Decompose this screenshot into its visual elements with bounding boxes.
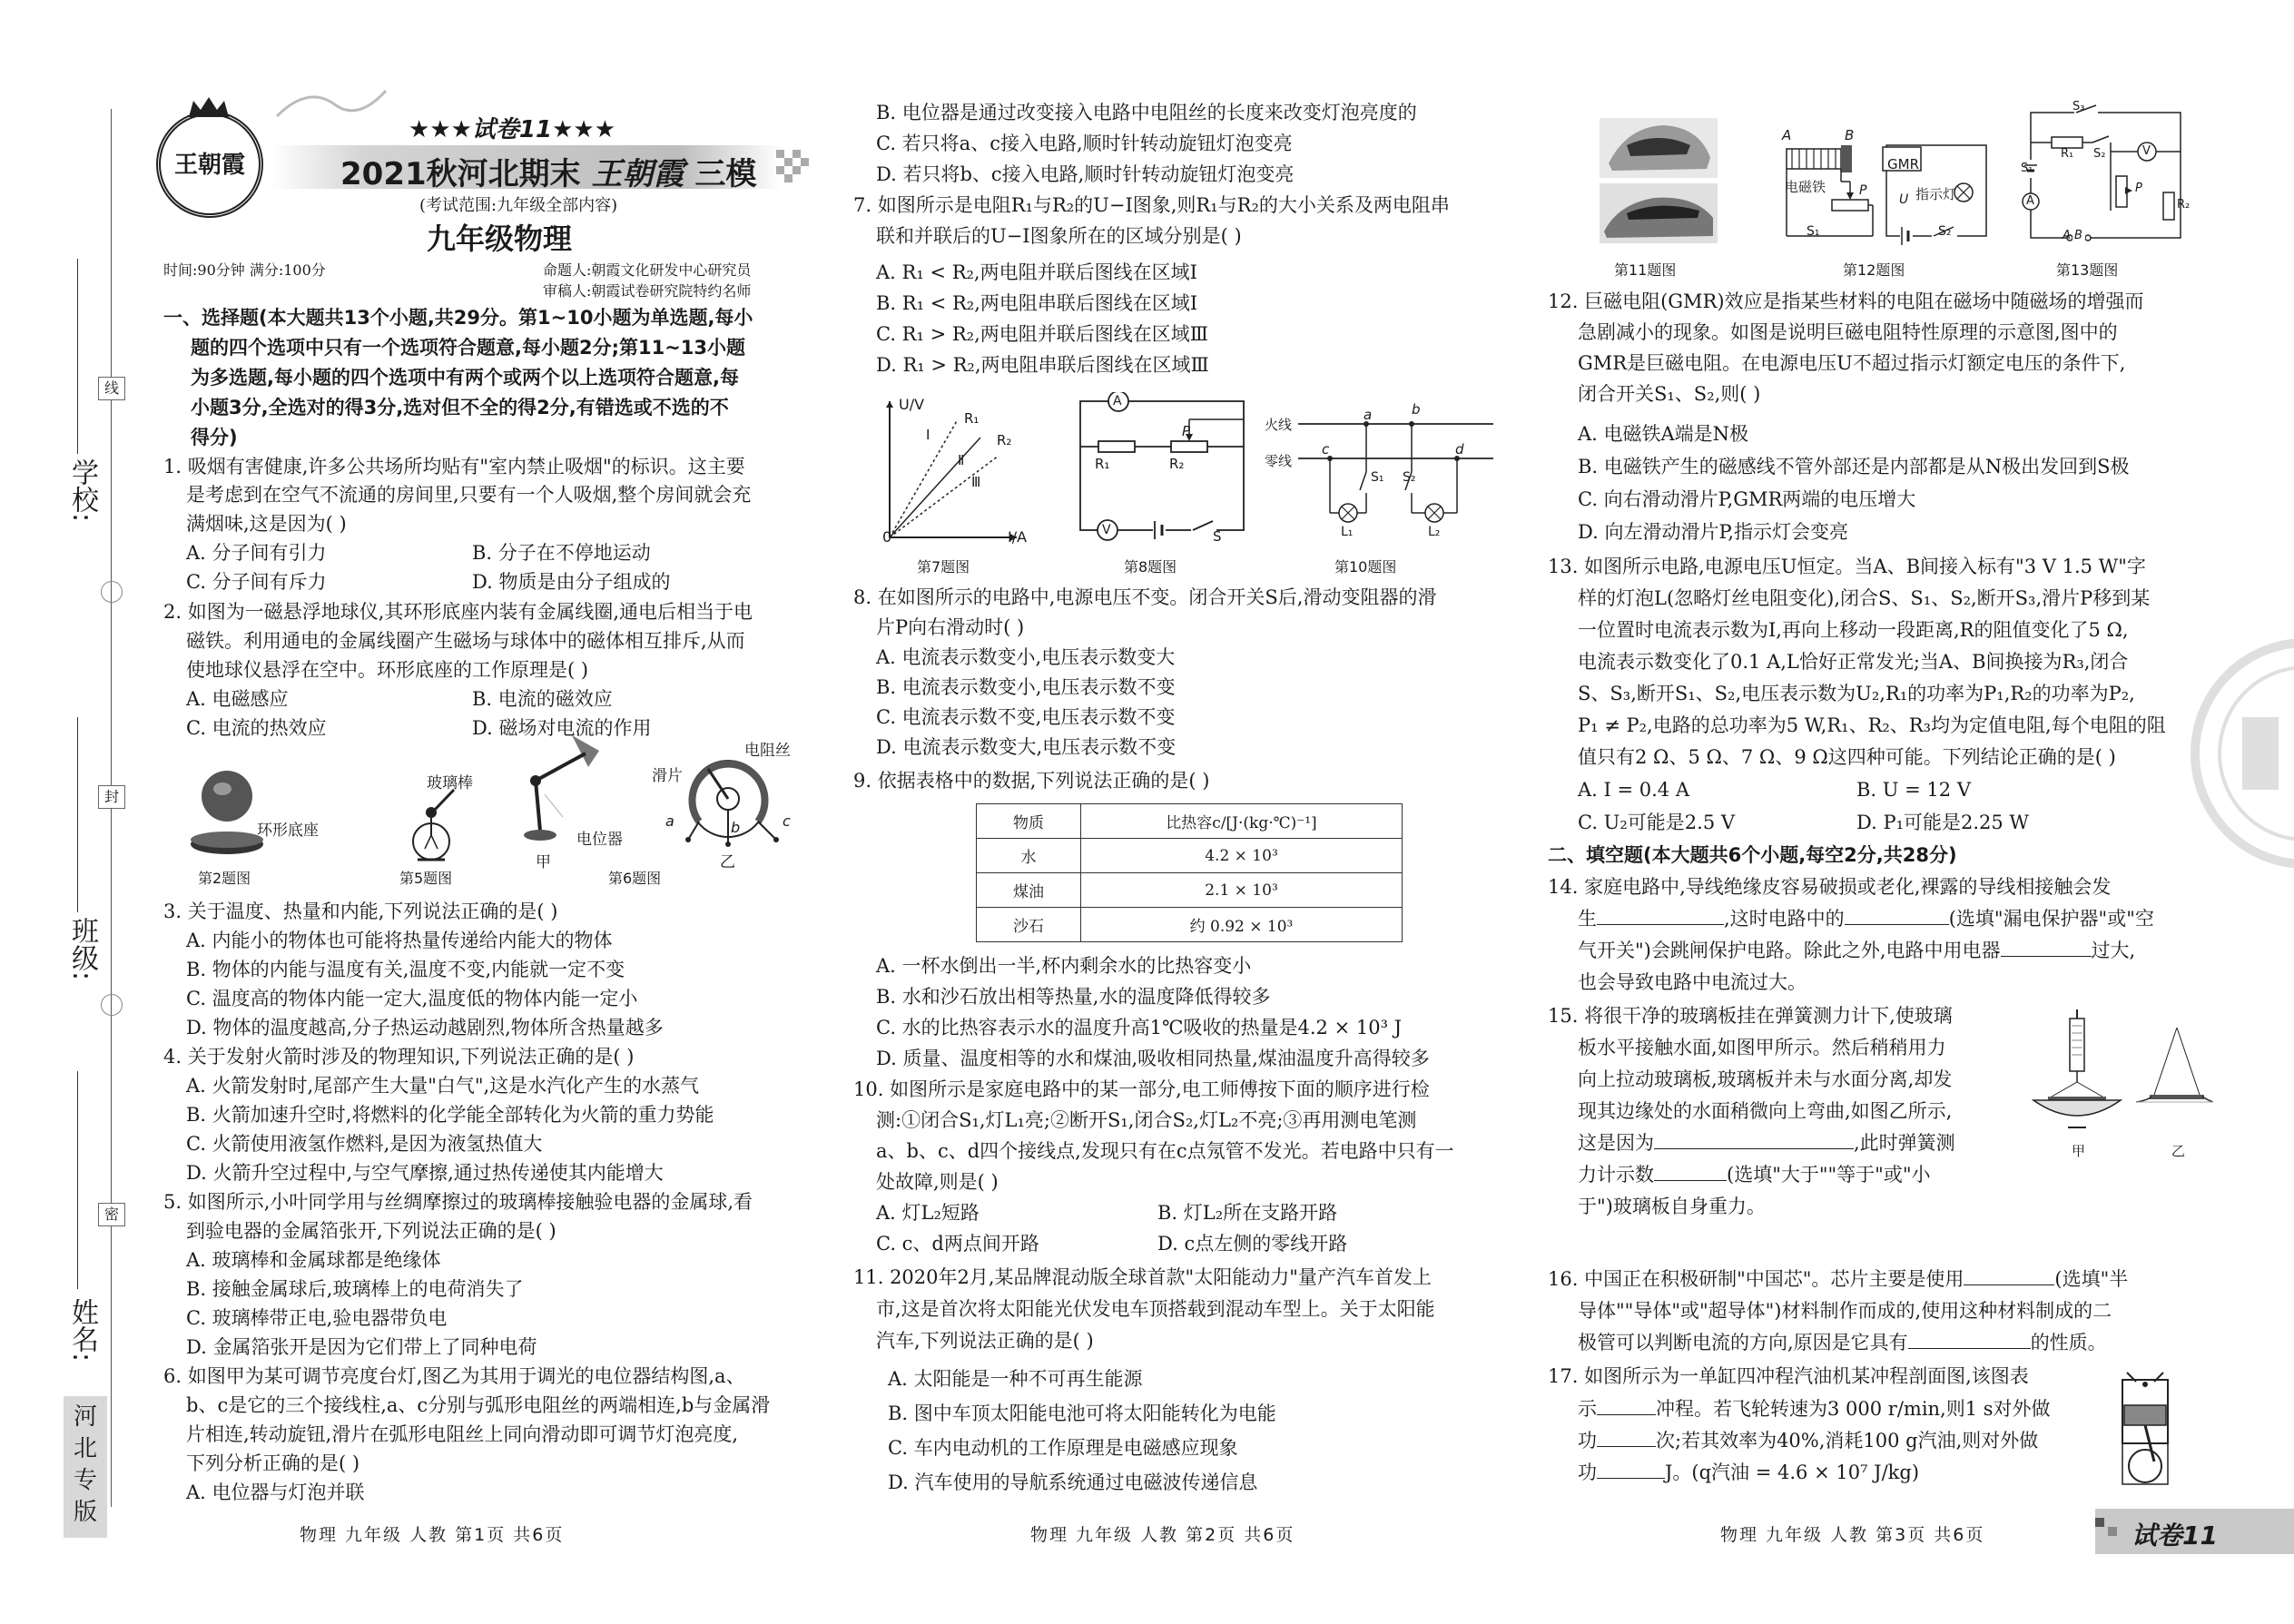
slider-label: P bbox=[1859, 183, 1867, 198]
figure-caption: 第8题图 bbox=[1124, 558, 1177, 576]
region-label: Ⅱ bbox=[958, 452, 965, 468]
option-a[interactable]: A. 电磁感应 bbox=[186, 688, 289, 710]
question-text: 15. 将很干净的玻璃板挂在弹簧测力计下,使玻璃 bbox=[1548, 1005, 1953, 1027]
option-a[interactable]: A. 分子间有引力 bbox=[186, 542, 327, 564]
school-label: 学校: bbox=[66, 458, 98, 523]
question-text bbox=[1578, 935, 2135, 966]
live-wire-label: 火线 bbox=[1265, 417, 1293, 433]
figure-label: 乙 bbox=[720, 853, 735, 871]
section-2-heading: 二、填空题(本大题共6个小题,每空2分,共28分) bbox=[1548, 844, 1957, 866]
option-c[interactable]: C. c、d两点间开路 bbox=[876, 1233, 1039, 1255]
table-cell: 水 bbox=[977, 839, 1081, 873]
question-text: 导体""导体"或"超导体")材料制作而成的,使用这种材料制成的二 bbox=[1578, 1300, 2112, 1322]
option-c[interactable]: C. 分子间有斥力 bbox=[186, 571, 327, 593]
question-text: 7. 如图所示是电阻R₁与R₂的U−I图象,则R₁与R₂的大小关系及两电阻串 bbox=[853, 194, 1450, 216]
figure-caption: 第7题图 bbox=[917, 558, 970, 576]
section-1-heading-4: 小题3分,全选对的得3分,选对但不全的得2分,有错选或不选的不 bbox=[191, 397, 729, 418]
text-fragment: 功 bbox=[1578, 1430, 1597, 1452]
question-text: 12. 巨磁电阻(GMR)效应是指某些材料的电阻在磁场中随磁场的增强而 bbox=[1548, 290, 2144, 312]
answer-blank[interactable] bbox=[1597, 1414, 1656, 1415]
answer-blank[interactable] bbox=[1597, 1478, 1665, 1479]
figure-caption: 第10题图 bbox=[1334, 558, 1397, 576]
axis-label: U/V bbox=[899, 396, 925, 413]
question-text: 下列分析正确的是( ) bbox=[186, 1452, 360, 1474]
option-a[interactable]: A. 内能小的物体也可能将热量传递给内能大的物体 bbox=[186, 930, 613, 951]
question-text: 磁铁。利用通电的金属线圈产生磁场与球体中的磁体相互排斥,从而 bbox=[186, 630, 745, 652]
question-text: 急剧减小的现象。如图是说明巨磁电阻特性原理的示意图,图中的 bbox=[1578, 321, 2118, 343]
option-c[interactable]: C. 火箭使用液氢作燃料,是因为液氢热值大 bbox=[186, 1133, 543, 1155]
edition-text: 河北专版 bbox=[73, 1403, 97, 1526]
page-footer: 物理 九年级 人教 第3页 共6页 bbox=[1720, 1525, 1985, 1545]
tag-square bbox=[2108, 1527, 2117, 1536]
text-fragment: J。(q汽油 = 4.6 × 10⁷ J/kg) bbox=[1665, 1462, 1920, 1483]
terminal-a: a bbox=[665, 812, 674, 830]
option-d[interactable]: D. 质量、温度相等的水和煤油,吸收相同热量,煤油温度升高得较多 bbox=[876, 1048, 1430, 1069]
axis-origin: 0 bbox=[882, 528, 892, 546]
resistor-label: R₂ bbox=[1169, 456, 1185, 472]
option-d[interactable]: D. 电流表示数变大,电压表示数不变 bbox=[876, 736, 1177, 758]
terminal-c: c bbox=[783, 812, 791, 830]
question-text: 板水平接触水面,如图甲所示。然后稍稍用力 bbox=[1578, 1037, 1946, 1058]
answer-blank[interactable] bbox=[1597, 1446, 1656, 1447]
paper-badge: ★★★试卷11★★★ bbox=[409, 116, 616, 143]
option-d[interactable]: D. 火箭升空过程中,与空气摩擦,通过热传递使其内能增大 bbox=[186, 1162, 664, 1184]
option-c[interactable]: C. 玻璃棒带正电,验电器带负电 bbox=[186, 1307, 448, 1329]
question-text: 3. 关于温度、热量和内能,下列说法正确的是( ) bbox=[163, 901, 558, 922]
question-text: 向上拉动玻璃板,玻璃板并未与水面分离,却发 bbox=[1578, 1068, 1953, 1090]
voltage-label: U bbox=[1899, 192, 1909, 207]
seal-mark-3: 密 bbox=[98, 1203, 125, 1226]
question-text: S、S₃,断开S₁、S₂,电压表示数为U₂,R₁的功率为P₁,R₂的功率为P₂, bbox=[1578, 683, 2135, 704]
exam-title-text: 2021秋河北期末 bbox=[340, 156, 581, 192]
question-text: b、c是它的三个接线柱,a、c分别与弧形电阻丝的两端相连,b与金属滑 bbox=[186, 1394, 771, 1416]
neutral-wire-label: 零线 bbox=[1265, 453, 1293, 469]
question-text: 处故障,则是( ) bbox=[876, 1171, 999, 1193]
option-b[interactable]: B. 物体的内能与温度有关,温度不变,内能就一定不变 bbox=[186, 959, 625, 980]
figure-label: 甲 bbox=[536, 853, 551, 871]
brand-logo bbox=[156, 111, 263, 218]
option-a[interactable]: A. 太阳能是一种不可再生能源 bbox=[888, 1368, 1143, 1390]
question-text bbox=[1578, 1425, 2038, 1456]
question-text: 满烟味,这是因为( ) bbox=[186, 513, 347, 535]
option-d[interactable]: D. 向左滑动滑片P,指示灯会变亮 bbox=[1578, 521, 1848, 543]
binding-hole-2 bbox=[101, 994, 123, 1016]
voltmeter-label: V bbox=[2142, 144, 2151, 158]
table-row bbox=[977, 873, 1403, 908]
figure-caption: 第12题图 bbox=[1843, 261, 1905, 279]
levitating-globe-icon bbox=[186, 767, 268, 858]
answer-blank[interactable] bbox=[2001, 956, 2092, 957]
option-c[interactable]: C. R₁ > R₂,两电阻并联后图线在区域Ⅲ bbox=[876, 323, 1209, 345]
question-text: 于")玻璃板自身重力。 bbox=[1578, 1196, 1766, 1217]
axis-label: I/A bbox=[1008, 528, 1028, 546]
figure-label: 电位器 bbox=[576, 831, 623, 849]
answer-blank[interactable] bbox=[1908, 1348, 2031, 1349]
question-text: 是考虑到在空气不流通的房间里,只要有一个人吸烟,整个房间就会充 bbox=[186, 484, 752, 506]
option-b[interactable]: B. 电位器是通过改变接入电路中电阻丝的长度来改变灯泡亮度的 bbox=[876, 102, 1417, 123]
option-a[interactable]: A. R₁ < R₂,两电阻并联后图线在区域Ⅰ bbox=[876, 261, 1197, 283]
coil-end-label: A bbox=[1782, 127, 1792, 143]
option-b[interactable]: B. U = 12 V bbox=[1856, 779, 1971, 801]
tag-square bbox=[2095, 1518, 2104, 1527]
option-b[interactable]: B. 电流表示数变小,电压表示数不变 bbox=[876, 676, 1176, 698]
figure-caption: 第6题图 bbox=[608, 870, 662, 887]
question-text: 11. 2020年2月,某品牌混动版全球首款"太阳能动力"量产汽车首发上 bbox=[853, 1266, 1432, 1288]
switch-label: S₂ bbox=[1938, 224, 1952, 239]
line-label: R₂ bbox=[997, 432, 1012, 448]
question-text: GMR是巨磁电阻。在电源电压U不超过指示灯额定电压的条件下, bbox=[1578, 352, 2126, 374]
resistor-label: R₂ bbox=[2177, 198, 2191, 212]
ui-graph-icon bbox=[871, 392, 1026, 546]
answer-blank[interactable] bbox=[1597, 924, 1724, 925]
option-c[interactable]: C. 水的比热容表示水的温度升高1℃吸收的热量是4.2 × 10³ J bbox=[876, 1017, 1403, 1038]
question-text: 联和并联后的U−I图象所在的区域分别是( ) bbox=[876, 225, 1242, 247]
option-c[interactable]: C. 电流表示数不变,电压表示数不变 bbox=[876, 706, 1176, 728]
indicator-lamp-label: 指示灯 bbox=[1915, 186, 1957, 202]
figure-label: 甲 bbox=[2072, 1143, 2086, 1159]
exam-scope: (考试范围:九年级全部内容) bbox=[419, 196, 618, 215]
question-text: 10. 如图所示是家庭电路中的某一部分,电工师傅按下面的顺序进行检 bbox=[853, 1078, 1430, 1100]
figure-label: 滑片 bbox=[652, 767, 683, 785]
question-text: 片相连,转动旋钮,滑片在弧形电阻丝上同向滑动即可调节灯泡亮度, bbox=[186, 1423, 739, 1445]
question-text: 片P向右滑动时( ) bbox=[876, 616, 1025, 638]
complex-circuit-icon bbox=[2020, 102, 2192, 247]
text-fragment: 气开关")会跳闸保护电路。除此之外,电路中用电器 bbox=[1578, 940, 2001, 961]
option-b[interactable]: B. 接触金属球后,玻璃棒上的电荷消失了 bbox=[186, 1278, 524, 1300]
option-b[interactable]: B. 灯L₂所在支路开路 bbox=[1157, 1202, 1338, 1224]
option-c[interactable]: C. 车内电动机的工作原理是电磁感应现象 bbox=[888, 1437, 1238, 1459]
school-blank[interactable] bbox=[77, 259, 78, 454]
question-text: 到验电器的金属箔张开,下列说法正确的是( ) bbox=[186, 1220, 556, 1242]
page-footer: 物理 九年级 人教 第2页 共6页 bbox=[1030, 1525, 1295, 1545]
option-d[interactable]: D. 物体的温度越高,分子热运动越剧烈,物体所含热量越多 bbox=[186, 1017, 664, 1038]
option-d[interactable]: D. 磁场对电流的作用 bbox=[472, 717, 652, 739]
option-a[interactable]: A. 电位器与灯泡并联 bbox=[186, 1481, 365, 1503]
table-header: 比热容c/[J·(kg·℃)⁻¹] bbox=[1081, 804, 1403, 839]
text-fragment: 16. 中国正在积极研制"中国芯"。芯片主要是使用 bbox=[1548, 1268, 1964, 1290]
option-a[interactable]: A. 火箭发射时,尾部产生大量"白气",这是水汽化产生的水蒸气 bbox=[186, 1075, 700, 1097]
class-label: 班级: bbox=[66, 917, 98, 981]
electroscope-icon bbox=[390, 785, 472, 867]
question-text bbox=[1578, 1457, 1919, 1488]
option-d[interactable]: D. 汽车使用的导航系统通过电磁波传递信息 bbox=[888, 1471, 1258, 1493]
household-circuit-icon bbox=[1298, 404, 1498, 540]
option-b[interactable]: B. 水和沙石放出相等热量,水的温度降低得较多 bbox=[876, 986, 1271, 1008]
switch-label: S₁ bbox=[1371, 470, 1384, 485]
option-b[interactable]: B. R₁ < R₂,两电阻串联后图线在区域Ⅰ bbox=[876, 292, 1198, 314]
switch-label: S₃ bbox=[2072, 100, 2085, 113]
question-text bbox=[1548, 1264, 2128, 1294]
option-d[interactable]: D. R₁ > R₂,两电阻串联后图线在区域Ⅲ bbox=[876, 354, 1209, 376]
table-header: 物质 bbox=[977, 804, 1081, 839]
resistor-label: R₁ bbox=[1095, 456, 1110, 472]
text-fragment: 示 bbox=[1578, 1398, 1597, 1420]
option-a[interactable]: A. 电磁铁A端是N极 bbox=[1578, 423, 1749, 445]
text-fragment: (选填"半 bbox=[2054, 1268, 2129, 1290]
logo-text: 王朝霞 bbox=[173, 152, 245, 179]
question-text: 2. 如图为一磁悬浮地球仪,其环形底座内装有金属线圈,通电后相当于电 bbox=[163, 601, 753, 623]
question-text: 市,这是首次将太阳能光伏发电车顶搭载到混动车型上。关于太阳能 bbox=[876, 1298, 1435, 1320]
class-blank[interactable] bbox=[77, 717, 78, 912]
question-text: 9. 依据表格中的数据,下列说法正确的是( ) bbox=[853, 770, 1210, 792]
option-d[interactable]: D. P₁可能是2.25 W bbox=[1856, 812, 2030, 833]
section-1-heading-2: 题的四个选项中只有一个选项符合题意,每小题2分;第11~13小题 bbox=[191, 337, 746, 359]
option-b[interactable]: B. 火箭加速升空时,将燃料的化学能全部转化为火箭的重力势能 bbox=[186, 1104, 714, 1126]
exam-title bbox=[340, 149, 756, 193]
node-label: a bbox=[1364, 407, 1373, 423]
section-1-heading-1: 一、选择题(本大题共13个小题,共29分。第1~10小题为单选题,每小 bbox=[163, 307, 753, 329]
option-c[interactable]: C. 向右滑动滑片P,GMR两端的电压增大 bbox=[1578, 488, 1916, 510]
subject-title: 九年级物理 bbox=[427, 221, 573, 256]
table-header-row bbox=[977, 804, 1403, 839]
figure-caption: 第13题图 bbox=[2056, 261, 2119, 279]
region-label: Ⅲ bbox=[971, 474, 981, 490]
text-fragment: (选填"漏电保护器"或"空 bbox=[1948, 908, 2154, 930]
text-fragment: ,此时弹簧测 bbox=[1854, 1132, 1955, 1154]
question-text: 5. 如图所示,小叶同学用与丝绸摩擦过的玻璃棒接触验电器的金属球,看 bbox=[163, 1191, 753, 1213]
option-d[interactable]: D. 若只将b、c接入电路,顺时针转动旋钮灯泡变亮 bbox=[876, 163, 1295, 185]
edition-badge bbox=[64, 1396, 107, 1538]
text-fragment: 的性质。 bbox=[2030, 1332, 2107, 1353]
paper-tag-label: 试卷11 bbox=[2132, 1521, 2218, 1550]
option-c[interactable]: C. 电流的热效应 bbox=[186, 717, 327, 739]
paper-tag bbox=[2095, 1509, 2294, 1554]
option-a[interactable]: A. 一杯水倒出一半,杯内剩余水的比热容变小 bbox=[876, 955, 1252, 977]
option-b[interactable]: B. 图中车顶太阳能电池可将太阳能转化为电能 bbox=[888, 1403, 1276, 1424]
question-text bbox=[1578, 1127, 1955, 1158]
figure-label: 乙 bbox=[2171, 1143, 2186, 1159]
switch-label: S₂ bbox=[1403, 470, 1416, 485]
question-text: P₁ ≠ P₂,电路的总功率为5 W,R₁、R₂、R₃均为定值电阻,每个电阻的阻 bbox=[1578, 714, 2166, 736]
text-fragment: 这是因为 bbox=[1578, 1132, 1654, 1154]
lamp-label: L₁ bbox=[1341, 525, 1354, 539]
time-score: 时间:90分钟 满分:100分 bbox=[163, 261, 326, 279]
name-label: 姓名: bbox=[66, 1298, 98, 1363]
section-1-heading-3: 为多选题,每小题的四个选项中有两个或两个以上选项符合题意,每 bbox=[191, 367, 739, 389]
resistor-label: R₁ bbox=[2061, 147, 2074, 161]
option-c[interactable]: C. 温度高的物体内能一定大,温度低的物体内能一定小 bbox=[186, 988, 638, 1009]
text-fragment: 极管可以判断电流的方向,原因是它具有 bbox=[1578, 1332, 1908, 1353]
seal-mark-2: 封 bbox=[98, 785, 125, 809]
reviewer-line: 审稿人:朝霞试卷研究院特约名师 bbox=[543, 282, 752, 300]
table-row bbox=[977, 839, 1403, 873]
crown-icon bbox=[186, 95, 231, 119]
option-d[interactable]: D. 物质是由分子组成的 bbox=[472, 571, 671, 593]
question-text: 4. 关于发射火箭时涉及的物理知识,下列说法正确的是( ) bbox=[163, 1046, 635, 1068]
spring-scale-glass-icon bbox=[2032, 1009, 2213, 1137]
option-d[interactable]: D. 金属箔张开是因为它们带上了同种电荷 bbox=[186, 1336, 537, 1358]
checker-pattern bbox=[776, 150, 809, 182]
slider-label: P bbox=[2135, 182, 2142, 195]
question-text bbox=[1578, 1393, 2051, 1424]
option-b[interactable]: B. 电流的磁效应 bbox=[472, 688, 613, 710]
answer-blank[interactable] bbox=[1964, 1284, 2054, 1285]
specific-heat-table bbox=[976, 803, 1403, 942]
question-text: 电流表示数变化了0.1 A,L恰好正常发光;当A、B间换接为R₃,闭合 bbox=[1578, 651, 2129, 673]
switch-label: S₁ bbox=[2021, 162, 2033, 175]
answer-blank[interactable] bbox=[1654, 1180, 1727, 1181]
question-text: 使地球仪悬浮在空中。环形底座的工作原理是( ) bbox=[186, 659, 589, 681]
question-text: 样的灯泡L(忽略灯丝电阻变化),闭合S、S₁、S₂,断开S₃,滑片P移到某 bbox=[1578, 587, 2151, 609]
question-text bbox=[1578, 1327, 2107, 1358]
electromagnet-label: 电磁铁 bbox=[1785, 179, 1826, 195]
table-cell: 4.2 × 10³ bbox=[1081, 839, 1403, 873]
option-c[interactable]: C. 若只将a、c接入电路,顺时针转动旋钮灯泡变亮 bbox=[876, 133, 1293, 154]
node-label: c bbox=[1322, 441, 1330, 458]
gmr-label: GMR bbox=[1887, 156, 1919, 172]
text-fragment: 生 bbox=[1578, 908, 1597, 930]
question-text: 闭合开关S₁、S₂,则( ) bbox=[1578, 383, 1761, 405]
switch-label: S bbox=[1213, 528, 1222, 545]
solar-car-photo bbox=[1600, 118, 1718, 245]
text-fragment: (选填"大于""等于"或"小 bbox=[1727, 1164, 1931, 1186]
text-fragment: 次;若其效率为40%,消耗100 g汽油,则对外做 bbox=[1656, 1430, 2039, 1452]
section-1-heading-5: 得分) bbox=[191, 427, 238, 448]
ribbon-decoration bbox=[272, 80, 390, 125]
text-fragment: ,这时电路中的 bbox=[1724, 908, 1845, 930]
option-a[interactable]: A. 电流表示数变小,电压表示数变大 bbox=[876, 646, 1176, 668]
region-label: Ⅰ bbox=[926, 427, 930, 443]
text-fragment: 冲程。若飞轮转速为3 000 r/min,则1 s对外做 bbox=[1656, 1398, 2051, 1420]
voltmeter-label: V bbox=[1102, 523, 1111, 537]
question-text: 8. 在如图所示的电路中,电源电压不变。闭合开关S后,滑动变阻器的滑 bbox=[853, 586, 1437, 608]
question-text: 17. 如图所示为一单缸四冲程汽油机某冲程剖面图,该图表 bbox=[1548, 1365, 2029, 1387]
option-d[interactable]: D. c点左侧的零线开路 bbox=[1157, 1233, 1348, 1255]
question-text: 13. 如图所示电路,电源电压U恒定。当A、B间接入标有"3 V 1.5 W"字 bbox=[1548, 556, 2146, 577]
node-label: b bbox=[1412, 401, 1421, 418]
name-blank[interactable] bbox=[77, 1071, 78, 1289]
switch-label: S₂ bbox=[2093, 147, 2106, 161]
table-cell: 沙石 bbox=[977, 908, 1081, 942]
option-b[interactable]: B. 电磁铁产生的磁感线不管外部还是内部都是从N极出发回到S极 bbox=[1578, 456, 2130, 477]
text-fragment: 过大, bbox=[2091, 940, 2136, 961]
lamp-label: L₂ bbox=[1428, 525, 1441, 539]
figure-label: 玻璃棒 bbox=[427, 774, 473, 792]
question-text bbox=[1578, 1159, 1931, 1190]
terminal-b: b bbox=[731, 819, 741, 836]
engine-cylinder-icon bbox=[2104, 1371, 2186, 1489]
figure-caption: 第11题图 bbox=[1614, 261, 1677, 279]
figure-label: 环形底座 bbox=[257, 822, 319, 840]
question-text: 一位置时电流表示数为I,再向上移动一段距离,R的阻值变化了5 Ω, bbox=[1578, 619, 2129, 641]
table-cell: 约 0.92 × 10³ bbox=[1081, 908, 1403, 942]
page-footer: 物理 九年级 人教 第1页 共6页 bbox=[300, 1525, 565, 1545]
question-text bbox=[1578, 903, 2154, 934]
figure-label: 电阻丝 bbox=[744, 742, 791, 760]
table-cell: 煤油 bbox=[977, 873, 1081, 908]
ammeter-label: A bbox=[1113, 394, 1122, 408]
option-a[interactable]: A. 玻璃棒和金属球都是绝缘体 bbox=[186, 1249, 441, 1271]
option-c[interactable]: C. U₂可能是2.5 V bbox=[1578, 812, 1736, 833]
question-text: 现其边缘处的水面稍微向上弯曲,如图乙所示, bbox=[1578, 1100, 1953, 1122]
text-fragment: 功 bbox=[1578, 1462, 1597, 1483]
line-label: R₁ bbox=[964, 410, 980, 427]
seal-mark-1: 线 bbox=[98, 377, 125, 400]
ammeter-label: A bbox=[2026, 194, 2034, 208]
node-label: d bbox=[1455, 441, 1464, 458]
figure-caption: 第2题图 bbox=[198, 870, 251, 887]
question-text: a、b、c、d四个接线点,发现只有在c点氖管不发光。若电路中只有一 bbox=[876, 1140, 1454, 1162]
option-a[interactable]: A. I = 0.4 A bbox=[1578, 779, 1689, 801]
question-text: 1. 吸烟有害健康,许多公共场所均贴有"室内禁止吸烟"的标识。这主要 bbox=[163, 456, 745, 477]
switch-label: S₁ bbox=[1807, 224, 1820, 239]
exam-title-brand: 王朝霞 bbox=[591, 156, 684, 192]
table-row bbox=[977, 908, 1403, 942]
text-fragment: 力计示数 bbox=[1578, 1164, 1654, 1186]
question-text: 6. 如图甲为某可调节亮度台灯,图乙为其用于调光的电位器结构图,a、 bbox=[163, 1365, 745, 1387]
coil-end-label: B bbox=[1845, 127, 1855, 143]
option-a[interactable]: A. 灯L₂短路 bbox=[876, 1202, 980, 1224]
question-text: 值只有2 Ω、5 Ω、7 Ω、9 Ω这四种可能。下列结论正确的是( ) bbox=[1578, 746, 2116, 768]
figure-caption: 第5题图 bbox=[399, 870, 453, 887]
answer-blank[interactable] bbox=[1845, 924, 1949, 925]
stamp-watermark bbox=[2188, 635, 2294, 871]
exam-title-suffix: 三模 bbox=[694, 156, 757, 192]
terminal-label: A B bbox=[2063, 229, 2082, 242]
slider-label: P bbox=[1182, 423, 1191, 439]
author-line: 命题人:朝霞文化研发中心研究员 bbox=[543, 261, 752, 279]
question-text: 14. 家庭电路中,导线绝缘皮容易破损或老化,裸露的导线相接触会发 bbox=[1548, 876, 2112, 898]
question-text: 也会导致电路中电流过大。 bbox=[1578, 971, 1807, 993]
binding-hole-1 bbox=[101, 581, 123, 603]
table-cell: 2.1 × 10³ bbox=[1081, 873, 1403, 908]
question-text: 测:①闭合S₁,灯L₁亮;②断开S₁,闭合S₂,灯L₂不亮;③再用测电笔测 bbox=[876, 1109, 1417, 1131]
answer-blank[interactable] bbox=[1654, 1148, 1854, 1149]
option-b[interactable]: B. 分子在不停地运动 bbox=[472, 542, 651, 564]
question-text: 汽车,下列说法正确的是( ) bbox=[876, 1330, 1094, 1352]
